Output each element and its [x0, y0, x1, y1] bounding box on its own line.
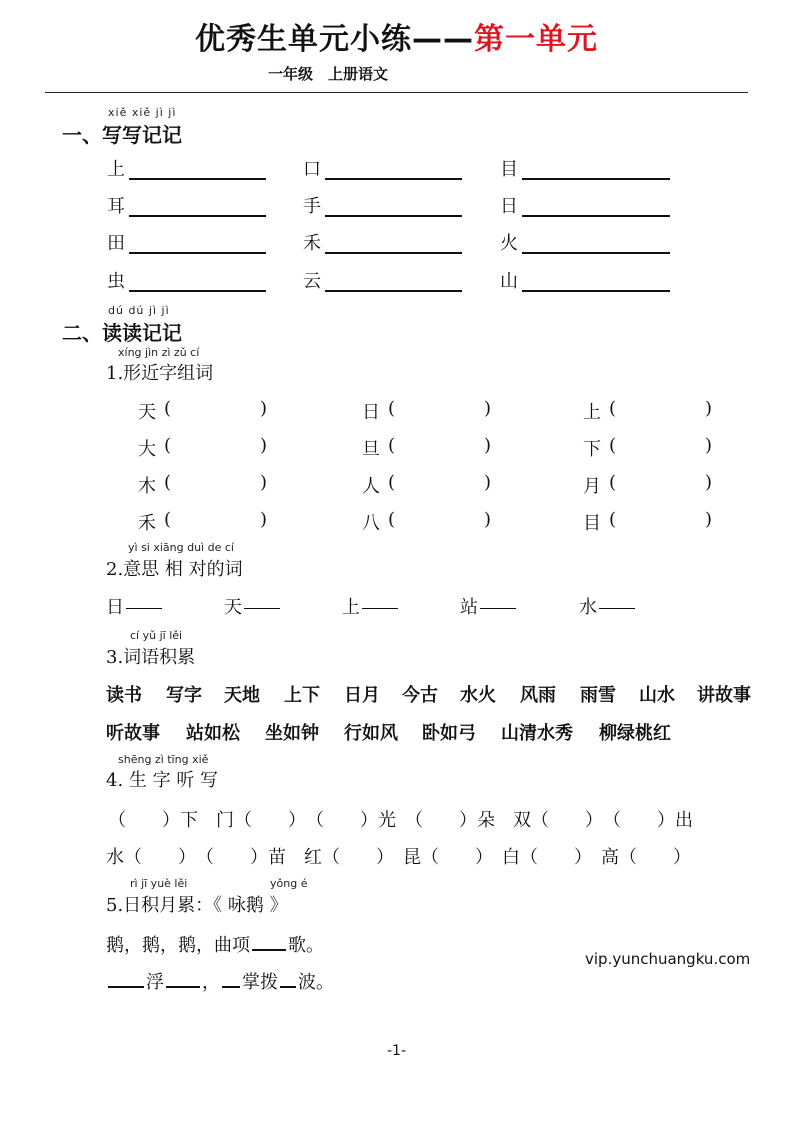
- open-paren: (: [164, 435, 172, 456]
- header-divider: [45, 92, 748, 93]
- antonym-char: 日: [106, 597, 124, 618]
- write-char: 口: [303, 159, 321, 180]
- open-paren: (: [609, 398, 617, 419]
- poem-line-2-d: 波。: [298, 972, 334, 993]
- close-paren: ): [260, 398, 268, 419]
- write-line[interactable]: [325, 178, 462, 180]
- section2-heading: 二、读读记记: [62, 321, 182, 345]
- poem-line-2-a: 浮: [146, 972, 164, 993]
- close-paren: ): [484, 398, 492, 419]
- watermark-url: vip.yunchuangku.com: [585, 950, 751, 968]
- answer-slot[interactable]: [178, 509, 258, 531]
- similar-char: 日: [362, 402, 380, 423]
- open-paren: (: [609, 435, 617, 456]
- write-line[interactable]: [325, 252, 462, 254]
- close-paren: ): [260, 435, 268, 456]
- page-title: [0, 14, 793, 58]
- poem-blank[interactable]: [252, 949, 286, 951]
- write-line[interactable]: [325, 215, 462, 217]
- q2-label: 2.意思 相 对的词: [106, 559, 243, 580]
- q5-pinyin-poem: yǒng é: [270, 877, 308, 890]
- q5-label: 5.日积月累：《 咏鹅 》: [106, 895, 288, 916]
- close-paren: ): [705, 509, 713, 530]
- phrase: 山清水秀: [501, 723, 573, 744]
- open-paren: (: [164, 472, 172, 493]
- write-char: 目: [500, 159, 518, 180]
- similar-char: 天: [138, 402, 156, 423]
- write-char: 火: [500, 233, 518, 254]
- title-main: 优秀生单元小练——: [195, 22, 474, 57]
- antonym-blank[interactable]: [599, 608, 635, 609]
- write-char: 手: [303, 196, 321, 217]
- poem-line-1-text: 鹅，鹅，鹅，曲项: [106, 935, 250, 956]
- poem-blank[interactable]: [108, 986, 144, 988]
- poem-line-2-b: ，: [202, 972, 220, 993]
- write-line[interactable]: [129, 290, 266, 292]
- antonym-item: [224, 593, 280, 619]
- write-char: 日: [500, 196, 518, 217]
- close-paren: ): [705, 472, 713, 493]
- similar-char: 月: [583, 476, 601, 497]
- write-char: 云: [303, 271, 321, 292]
- write-char: 上: [107, 159, 125, 180]
- antonym-char: 水: [579, 597, 597, 618]
- phrase: 日月: [344, 685, 380, 706]
- write-char: 禾: [303, 233, 321, 254]
- answer-slot[interactable]: [623, 472, 703, 494]
- answer-slot[interactable]: [178, 398, 258, 420]
- write-line[interactable]: [522, 178, 670, 180]
- similar-char: 人: [362, 476, 380, 497]
- close-paren: ): [484, 472, 492, 493]
- poem-line-2: [106, 968, 334, 994]
- answer-slot[interactable]: [402, 398, 482, 420]
- section1-pinyin: xiě xiě jì jì: [108, 106, 177, 119]
- close-paren: ): [260, 472, 268, 493]
- similar-char: 八: [362, 513, 380, 534]
- section2-pinyin: dú dú jì jì: [108, 304, 170, 317]
- similar-char: 目: [583, 513, 601, 534]
- phrase: 风雨: [520, 685, 556, 706]
- close-paren: ): [484, 509, 492, 530]
- phrase: 行如风: [344, 723, 398, 744]
- write-line[interactable]: [522, 290, 670, 292]
- phrase: 柳绿桃红: [599, 723, 671, 744]
- q2-pinyin: yì si xiāng duì de cí: [128, 541, 234, 554]
- poem-line-2-c: 掌拨: [242, 972, 278, 993]
- answer-slot[interactable]: [623, 435, 703, 457]
- open-paren: (: [388, 398, 396, 419]
- antonym-char: 上: [342, 597, 360, 618]
- dictation-line-2: 水（ ） （ ）苗 红（ ） 昆（ ） 白（ ） 高（ ）: [106, 847, 691, 868]
- phrase: 听故事: [106, 723, 160, 744]
- antonym-char: 天: [224, 597, 242, 618]
- page-subtitle: 一年级 上册语文: [268, 65, 389, 83]
- similar-char: 禾: [138, 513, 156, 534]
- answer-slot[interactable]: [402, 435, 482, 457]
- antonym-blank[interactable]: [244, 608, 280, 609]
- open-paren: (: [388, 435, 396, 456]
- q5-pinyin: rì jī yuè lěi: [130, 877, 188, 890]
- phrase: 山水: [639, 685, 675, 706]
- write-line[interactable]: [522, 252, 670, 254]
- q1-label: 1.形近字组词: [106, 363, 214, 384]
- q4-label: 4. 生 字 听 写: [106, 770, 219, 791]
- phrase: 上下: [284, 685, 320, 706]
- close-paren: ): [484, 435, 492, 456]
- answer-slot[interactable]: [178, 472, 258, 494]
- answer-slot[interactable]: [623, 398, 703, 420]
- answer-slot[interactable]: [402, 472, 482, 494]
- close-paren: ): [705, 435, 713, 456]
- write-char: 田: [107, 233, 125, 254]
- answer-slot[interactable]: [402, 509, 482, 531]
- poem-blank[interactable]: [280, 986, 296, 988]
- similar-char: 下: [583, 439, 601, 460]
- open-paren: (: [609, 509, 617, 530]
- antonym-item: [579, 593, 635, 619]
- dictation-line-1: （ ）下 门（ ） （ ）光 （ ）朵 双（ ） （ ）出: [108, 810, 693, 831]
- similar-char: 上: [583, 402, 601, 423]
- open-paren: (: [388, 509, 396, 530]
- answer-slot[interactable]: [623, 509, 703, 531]
- close-paren: ): [260, 509, 268, 530]
- phrase: 站如松: [186, 723, 240, 744]
- open-paren: (: [609, 472, 617, 493]
- q4-pinyin: shēng zì tīng xiě: [118, 753, 209, 766]
- antonym-item: [342, 593, 398, 619]
- phrase: 写字: [166, 685, 202, 706]
- phrase: 雨雪: [580, 685, 616, 706]
- page-number: -1-: [386, 1043, 406, 1059]
- write-char: 虫: [107, 271, 125, 292]
- poem-blank[interactable]: [222, 986, 240, 988]
- similar-char: 木: [138, 476, 156, 497]
- antonym-item: [460, 593, 516, 619]
- phrase: 坐如钟: [265, 723, 319, 744]
- phrase: 卧如弓: [422, 723, 476, 744]
- poem-line-1: [106, 931, 324, 957]
- close-paren: ): [705, 398, 713, 419]
- antonym-char: 站: [460, 597, 478, 618]
- phrase: 今古: [402, 685, 438, 706]
- poem-line-1-end: 歌。: [288, 935, 324, 956]
- q3-label: 3.词语积累: [106, 647, 196, 668]
- write-line[interactable]: [522, 215, 670, 217]
- similar-char: 大: [138, 439, 156, 460]
- title-unit: 第一单元: [474, 22, 598, 57]
- antonym-blank[interactable]: [126, 608, 162, 609]
- write-char: 山: [500, 271, 518, 292]
- write-line[interactable]: [129, 178, 266, 180]
- open-paren: (: [164, 398, 172, 419]
- q3-pinyin: cí yǔ jī lěi: [130, 629, 183, 642]
- phrase: 水火: [460, 685, 496, 706]
- write-line[interactable]: [129, 252, 266, 254]
- similar-char: 旦: [362, 439, 380, 460]
- antonym-blank[interactable]: [480, 608, 516, 609]
- open-paren: (: [164, 509, 172, 530]
- antonym-item: [106, 593, 162, 619]
- phrase: 读书: [106, 685, 142, 706]
- q1-pinyin: xíng jìn zì zǔ cí: [118, 346, 200, 359]
- answer-slot[interactable]: [178, 435, 258, 457]
- poem-blank[interactable]: [166, 986, 200, 988]
- open-paren: (: [388, 472, 396, 493]
- section1-heading: 一、写写记记: [62, 123, 182, 147]
- write-line[interactable]: [325, 290, 462, 292]
- antonym-blank[interactable]: [362, 608, 398, 609]
- phrase: 天地: [224, 685, 260, 706]
- write-line[interactable]: [129, 215, 266, 217]
- phrase: 讲故事: [697, 685, 751, 706]
- write-char: 耳: [107, 196, 125, 217]
